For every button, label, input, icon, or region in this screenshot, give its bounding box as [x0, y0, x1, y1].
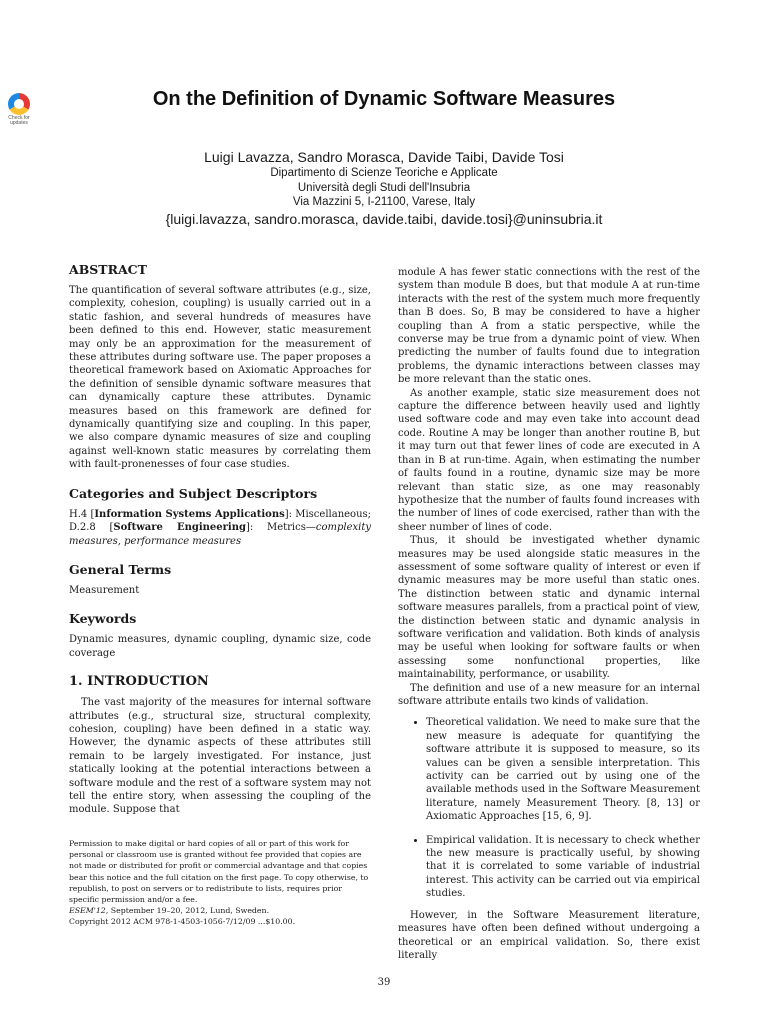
university: Università degli Studi dell'Insubria [297, 181, 471, 194]
author-block [80, 148, 688, 228]
validation-list [398, 716, 700, 900]
permission-text: Permission to make digital or hard copies of all or part of this work for personal or classroom use is granted without fee provided that copies are not made or distributed for profit or commercial advantage and that copies bear this notice and the full citation on the first page. To copy otherwise, to republish, to post on servers or to redistribute to lists, requires prior specific permission and/or a fee. [69, 839, 369, 905]
abstract-heading: ABSTRACT [69, 262, 147, 277]
permission-footnote [69, 838, 371, 928]
address: Via Mazzini 5, I-21100, Varese, Italy [292, 196, 476, 208]
page-number: 39 [377, 977, 391, 988]
body-paragraph: module A has fewer static connections with the rest of the system than module B does, but that module A at run-time interacts with the rest of the system much more frequently than B does. So, B may be considered to have a higher coupling than A from a static perspective, while the converse may be true from a dynamic point of view. When predicting the number of faults found due to integration problems, the dynamic interactions between classes may be more relevant than the static ones. [398, 267, 700, 386]
body-paragraph: Thus, it should be investigated whether dynamic measures may be used alongside static measures in the assessment of some software quality of interest or even if dynamic measures may be more useful than static ones. The distinction between static and dynamic internal software measures parallels, from a practical point of view, the distinction between static and dynamic analysis in software verification and validation. Both kinds of analysis may be useful when looking for software faults or when assessing some nonfunctional properties, like maintainability, performance, or usability. [398, 535, 700, 681]
right-column [398, 266, 700, 962]
author-names: Luigi Lavazza, Sandro Morasca, Davide Taibi, Davide Tosi [204, 149, 564, 165]
categories-heading: Categories and Subject Descriptors [69, 485, 318, 501]
paper-title: On the Definition of Dynamic Software Measures [152, 88, 616, 110]
badge-label: Check for updates [8, 115, 30, 126]
abstract-text: The quantification of several software attributes (e.g., size, complexity, cohesion, coupling) is usually carried out in a static fashion, and several hundreds of measures have been defined to this end. However, static measurement may only be an approximation for the measurement of these attributes during software use. The paper proposes a theoretical framework based on Axiomatic Approaches for the definition of sensible dynamic software measures that can dynamically capture these attributes. Dynamic measures based on this framework are defined for dynamically quantifying size and coupling. In this paper, we also compare dynamic measures of size and coupling against well-known static measures by correlating them with fault-pronenesses of four case studies. [69, 285, 371, 471]
body-paragraph: However, in the Software Measurement literature, measures have often been defined without undergoing a theoretical or an empirical validation. So, there exist literally [398, 909, 700, 961]
list-item: • Empirical validation. It is necessary to check whether the new measure is practically useful, by showing that it is correlated to some variable of industrial interest. This activity can be carried out via empirical studies. [426, 834, 700, 901]
crossmark-icon [8, 93, 30, 115]
author-emails: {luigi.lavazza, sandro.morasca, davide.taibi, davide.tosi}@uninsubria.it [165, 210, 603, 227]
general-terms-text: Measurement [69, 584, 140, 596]
conference-line: ESEM'12, September 19–20, 2012, Lund, Sweden. [69, 906, 270, 916]
introduction-heading: 1. INTRODUCTION [69, 674, 209, 690]
body-paragraph: As another example, static size measurement does not capture the difference between heavily used and lightly used software code and may even take into account dead code. Routine A may be longer than another routine B, but it may turn out that fewer lines of code are executed in A than in B at run-time. Again, when estimating the number of faults found in a routine, dynamic size may be more relevant than static size, as one may reasonably hypothesize that the number of faults found increases with the number of lines of code exercised, rather than with the sheer number of lines of code. [398, 387, 700, 533]
department: Dipartimento di Scienze Teoriche e Applicate [270, 167, 498, 179]
list-item: • Theoretical validation. We need to make sure that the new measure is adequate for quantifying the software attribute it is supposed to measure, so its values can be given a sensible interpretation. This activity can be carried out by using one of the available methods used in the Software Measurement literature, namely Measurement Theory. [8, 13] or Axiomatic Approaches [15, 6, 9]. [426, 716, 700, 823]
introduction-text: The vast majority of the measures for internal software attributes (e.g., structural size, structural complexity, cohesion, coupling) have been defined in a static way. However, the dynamic aspects of these attributes still remain to be largely investigated. For instance, just statically looking at the potential interactions between a software module and the rest of a software system may not tell the entire story, when assessing the coupling of the module. Suppose that [69, 697, 371, 816]
general-terms-heading: General Terms [69, 561, 172, 577]
body-paragraph: The definition and use of a new measure for an internal software attribute entails two kinds of validation. [398, 682, 700, 707]
left-column [69, 262, 371, 817]
categories-text: H.4 [Information Systems Applications]: Miscellaneous; D.2.8 [Software Engineering]: Metrics—complexity measures, performance measures [69, 508, 372, 547]
keywords-text: Dynamic measures, dynamic coupling, dynamic size, code coverage [69, 634, 371, 659]
keywords-heading: Keywords [69, 611, 137, 627]
copyright-line: Copyright 2012 ACM 978-1-4503-1056-7/12/09 ...$10.00. [69, 917, 296, 927]
check-for-updates-badge[interactable] [4, 93, 34, 126]
